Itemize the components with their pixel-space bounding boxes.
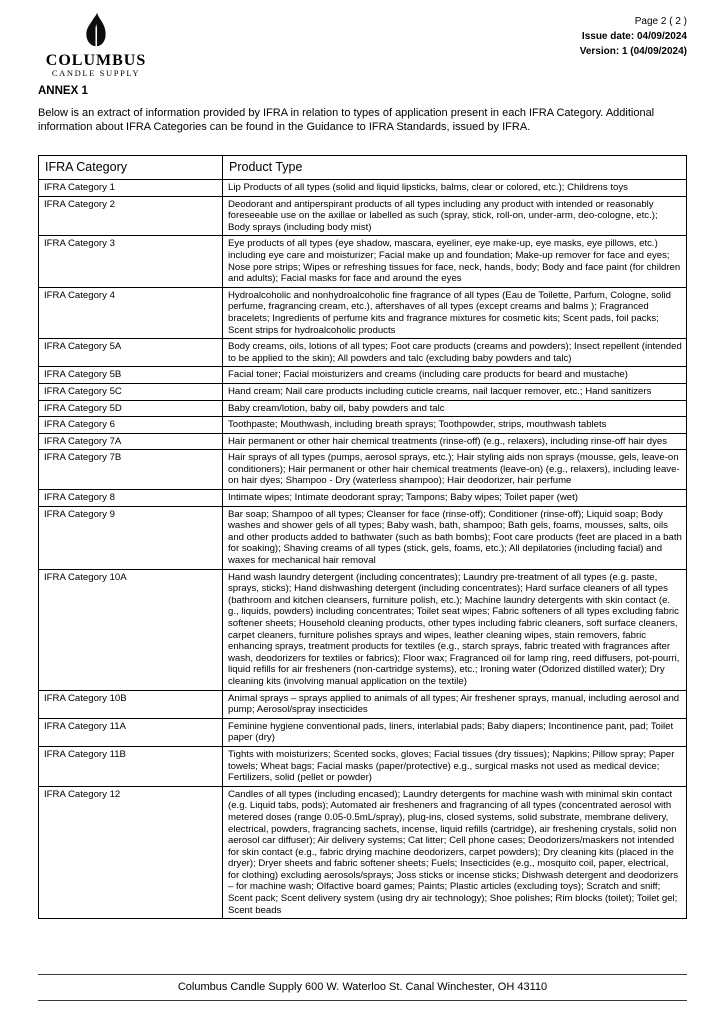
- ifra-category-cell: IFRA Category 3: [39, 236, 223, 287]
- table-row: [39, 367, 687, 384]
- table-row: [39, 383, 687, 400]
- ifra-category-cell: IFRA Category 5A: [39, 339, 223, 367]
- page-meta: [580, 14, 687, 59]
- product-type-cell: Body creams, oils, lotions of all types; Foot care products (creams and powders); Insect repellent (intended to be applied to the skin); All powders and talc (excluding baby powders and talc): [223, 339, 687, 367]
- table-row: [39, 786, 687, 919]
- ifra-category-cell: IFRA Category 12: [39, 786, 223, 919]
- ifra-category-cell: IFRA Category 8: [39, 490, 223, 507]
- ifra-category-cell: IFRA Category 5C: [39, 383, 223, 400]
- product-type-cell: Eye products of all types (eye shadow, mascara, eyeliner, eye make-up, eye masks, eye pillows, etc.) including eye care and moisturizer; Facial make up and foundation; Make-up remover for face and eyes; Nose pore strips; Wipes or refreshing tissues for face, neck, hands, body; Body and face paint (for children and adults); Facial masks for face and around the eyes: [223, 236, 687, 287]
- table-header-row: [39, 156, 687, 180]
- table-row: [39, 506, 687, 569]
- version: Version: 1 (04/09/2024): [579, 46, 687, 57]
- product-type-cell: Bar soap; Shampoo of all types; Cleanser for face (rinse-off); Conditioner (rinse-off); Liquid soap; Body washes and shower gels of all types; Baby wash, bath, shampoo; Bath gels, foams, mousses, salts, oils and other products added to bathwater (such as bath bombs); Foot care products (feet are placed in a bath for soaking); Shaving creams of all types (stick, gels, foams, etc.); All depilatories (including facial) and waxes for mechanical hair removal: [223, 506, 687, 569]
- table-row: [39, 417, 687, 434]
- product-type-cell: Feminine hygiene conventional pads, liners, interlabial pads; Baby diapers; Incontinence pant, pad; Toilet paper (dry): [223, 718, 687, 746]
- table-row: [39, 236, 687, 287]
- column-header-ifra-category: IFRA Category: [39, 156, 223, 180]
- ifra-category-table: [38, 155, 687, 919]
- ifra-category-cell: IFRA Category 10B: [39, 690, 223, 718]
- table-row: [39, 690, 687, 718]
- table-row: [39, 433, 687, 450]
- product-type-cell: Hair sprays of all types (pumps, aerosol sprays, etc.); Hair styling aids non sprays (mousse, gels, leave-on conditioners); Hair permanent or other hair chemical treatments (leave-on) (e.g., relaxers), including leave-on hair dyes; Shampoo - Dry (waterless shampoo); Hair deodorizer, hair perfume: [223, 450, 687, 490]
- table-row: [39, 180, 687, 197]
- ifra-category-cell: IFRA Category 1: [39, 180, 223, 197]
- issue-date: Issue date: 04/09/2024: [581, 31, 687, 42]
- table-row: [39, 196, 687, 236]
- ifra-category-cell: IFRA Category 7B: [39, 450, 223, 490]
- product-type-cell: Hand wash laundry detergent (including concentrates); Laundry pre-treatment of all types (e.g. paste, sprays, sticks); Hand dishwashing detergent (including concentrates); Hard surface cleaners of all types (bathroom and kitchen cleansers, furniture polish, etc.); Machine laundry detergents with skin contact (e. g., liquids, powders) including concentrates; Toilet seat wipes; Fabric softeners of all types excluding fabric softener sheets; Household cleaning products, other types including fabric cleaners, soft surface cleaners, carpet cleaners, furniture polishes sprays and wipes, leather cleaning wipes, stain removers, fabric enhancing sprays, treatment products for textiles (e.g., starch sprays, fabric treated with fragrances after wash, deodorizers for textiles or fabrics); Floor wax; Fragranced oil for lamp ring, reed diffusers, pot-pourri, liquid refills for air fresheners (non-cartridge systems), etc.; Ironing water (Odorized distilled water); Dry cleaning kits (involving manual application on the textile): [223, 569, 687, 690]
- product-type-cell: Candles of all types (including encased); Laundry detergents for machine wash with minimal skin contact (e.g. Liquid tabs, pods); Automated air fresheners and fragrancing of all types (concentrated aerosol with metered doses (range 0.05-0.5mL/spray), plug-ins, closed systems, solid substrate, membrane delivery, electrical, powders, fragrancing sachets, incense, liquid refills (cartridge), air freshening crystals, solid non aerosol car diffuser); Air delivery systems; Cat litter; Cell phone cases; Deodorizers/maskers not intended for skin contact (e.g., fabric drying machine deodorizers, carpet powders); Dry cleaning kits (placed in the dryer); Dryer sheets and fabric softener sheets; Fuels; Insecticides (e.g., mosquito coil, paper, electrical, for clothing) excluding aerosols/sprays; Joss sticks or incense sticks; Dishwash detergent and deodorizers – for machine wash; Olfactive board games; Paints; Plastic articles (excluding toys); Scratch and sniff; Scent pack; Scent delivery system (using dry air technology); Shoe polishes; Rim blocks (toilet); Toilet gel; Scent beads: [223, 786, 687, 919]
- product-type-cell: Lip Products of all types (solid and liquid lipsticks, balms, clear or colored, etc.); Childrens toys: [223, 180, 687, 197]
- table-row: [39, 569, 687, 690]
- product-type-cell: Toothpaste; Mouthwash, including breath sprays; Toothpowder, strips, mouthwash tablets: [223, 417, 687, 434]
- column-header-product-type: Product Type: [223, 156, 687, 180]
- annex-title: ANNEX 1: [38, 85, 88, 97]
- product-type-cell: Intimate wipes; Intimate deodorant spray; Tampons; Baby wipes; Toilet paper (wet): [223, 490, 687, 507]
- product-type-cell: Baby cream/lotion, baby oil, baby powders and talc: [223, 400, 687, 417]
- brand-subtitle: CANDLE SUPPLY: [51, 68, 141, 78]
- ifra-category-cell: IFRA Category 7A: [39, 433, 223, 450]
- brand-name: COLUMBUS: [45, 52, 147, 69]
- intro-paragraph: Below is an extract of information provided by IFRA in relation to types of application present in each IFRA Category. Additional information about IFRA Categories can be found in the Guidance to IFRA Standards, issued by IFRA.: [38, 107, 655, 133]
- product-type-cell: Hand cream; Nail care products including cuticle creams, nail lacquer remover, etc.; Hand sanitizers: [223, 383, 687, 400]
- table-row: [39, 490, 687, 507]
- table-row: [39, 450, 687, 490]
- ifra-category-cell: IFRA Category 5D: [39, 400, 223, 417]
- flame-icon: [83, 12, 109, 48]
- table-row: [39, 746, 687, 786]
- ifra-category-cell: IFRA Category 11B: [39, 746, 223, 786]
- product-type-cell: Hair permanent or other hair chemical treatments (rinse-off) (e.g., relaxers), including rinse-off hair dyes: [223, 433, 687, 450]
- ifra-category-cell: IFRA Category 9: [39, 506, 223, 569]
- ifra-category-cell: IFRA Category 11A: [39, 718, 223, 746]
- company-logo: [40, 12, 152, 78]
- page-number: Page 2 ( 2 ): [634, 16, 687, 27]
- product-type-cell: Deodorant and antiperspirant products of all types including any product with intended or reasonably foreseeable use on the axillae or labelled as such (spray, stick, roll-on, under-arm, deo-cologne, etc.); Body sprays (including body mist): [223, 196, 687, 236]
- table-row: [39, 400, 687, 417]
- ifra-category-cell: IFRA Category 6: [39, 417, 223, 434]
- ifra-table-container: [38, 155, 687, 919]
- product-type-cell: Facial toner; Facial moisturizers and creams (including care products for beard and mustache): [223, 367, 687, 384]
- table-row: [39, 287, 687, 338]
- product-type-cell: Hydroalcoholic and nonhydroalcoholic fine fragrance of all types (Eau de Toilette, Parfum, Cologne, solid perfume, fragrancing cream, etc.), aftershaves of all types (except creams and balms ); Fragranced bracelets; Ingredients of perfume kits and fragrance mixtures for cosmetic kits; Scent pads, foil packs; Scent strips for hydroalcoholic products: [223, 287, 687, 338]
- table-row: [39, 339, 687, 367]
- ifra-category-cell: IFRA Category 5B: [39, 367, 223, 384]
- table-row: [39, 718, 687, 746]
- ifra-category-cell: IFRA Category 2: [39, 196, 223, 236]
- product-type-cell: Animal sprays – sprays applied to animals of all types; Air freshener sprays, manual, including aerosol and pump; Aerosol/spray insecticides: [223, 690, 687, 718]
- ifra-category-cell: IFRA Category 10A: [39, 569, 223, 690]
- footer-address: Columbus Candle Supply 600 W. Waterloo St. Canal Winchester, OH 43110: [38, 974, 687, 1001]
- product-type-cell: Tights with moisturizers; Scented socks, gloves; Facial tissues (dry tissues); Napkins; Pillow spray; Paper towels; Wheat bags; Facial masks (paper/protective) e.g., surgical masks not used as medical device; Fertilizers, solid (pellet or powder): [223, 746, 687, 786]
- ifra-category-cell: IFRA Category 4: [39, 287, 223, 338]
